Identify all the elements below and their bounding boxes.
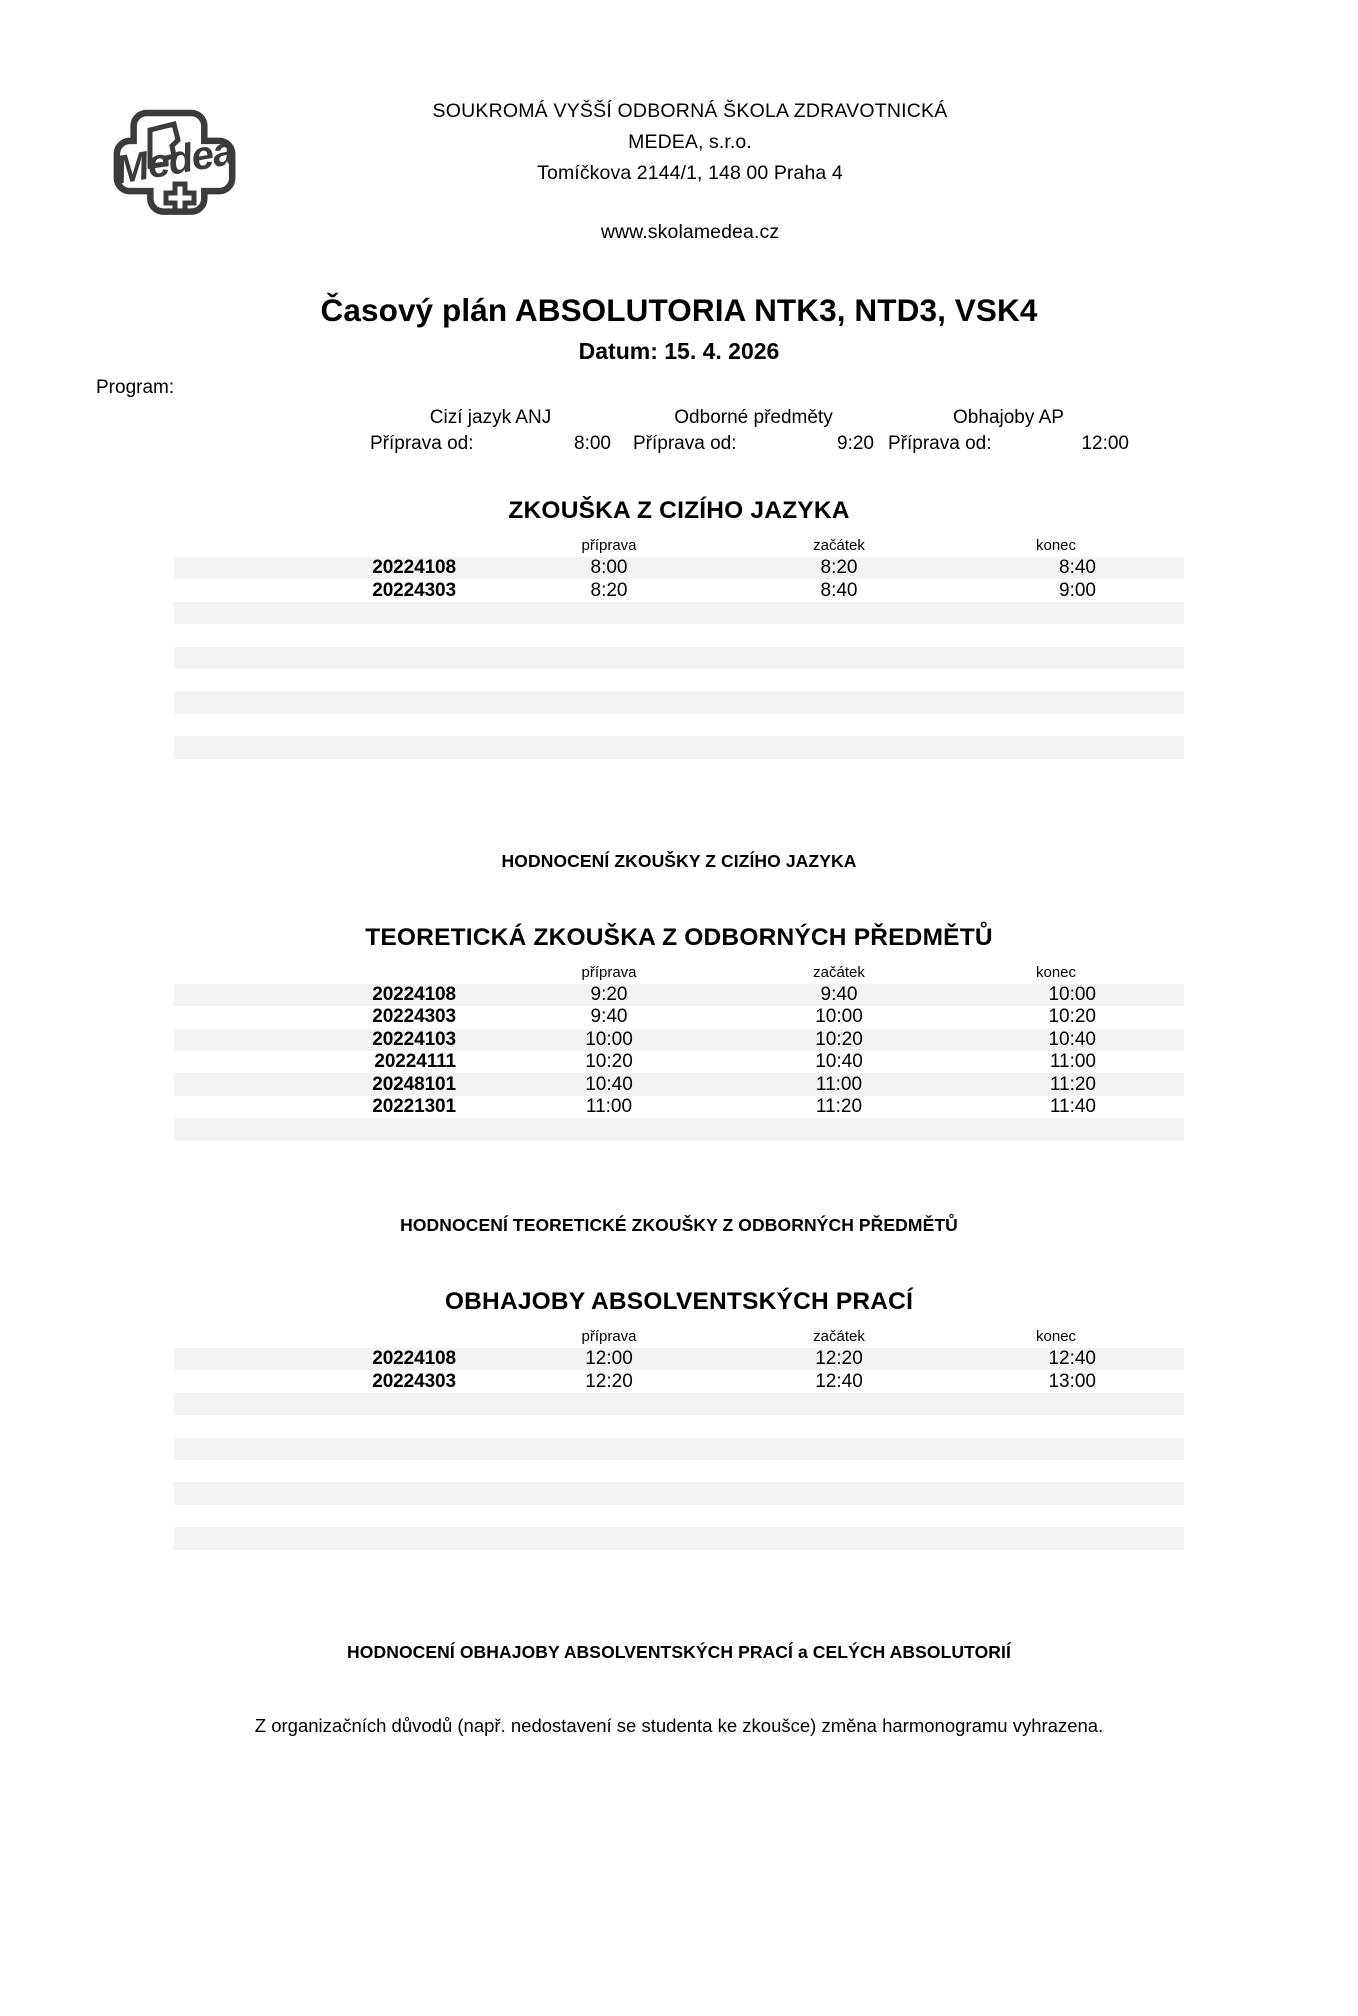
cell-id: [174, 736, 494, 758]
cell-id: [174, 759, 494, 781]
program-prep-time: 12:00: [1081, 433, 1129, 454]
cell-zacatek: [724, 602, 954, 624]
cell-id: 20224103: [174, 1029, 494, 1051]
cell-konec: 10:00: [954, 984, 1184, 1006]
cell-zacatek: [724, 691, 954, 713]
cell-zacatek: [724, 1415, 954, 1437]
cell-id: [174, 624, 494, 646]
cell-id: [174, 1141, 494, 1163]
cell-zacatek: [724, 647, 954, 669]
cell-zacatek: [724, 736, 954, 758]
schedule-table-body: [174, 1348, 1184, 1572]
cell-zacatek: [724, 624, 954, 646]
document-page: [0, 96, 1358, 2016]
cell-konec: 10:20: [954, 1006, 1184, 1028]
table-row: [174, 984, 1184, 1006]
cell-zacatek: 11:20: [724, 1096, 954, 1118]
cell-konec: [954, 1141, 1184, 1163]
cell-priprava: 10:40: [494, 1073, 724, 1095]
cell-zacatek: 8:20: [724, 557, 954, 579]
table-row: [174, 1550, 1184, 1572]
cell-priprava: [494, 1460, 724, 1482]
table-row: [174, 1348, 1184, 1370]
svg-text:Medea: Medea: [112, 128, 238, 193]
program-prep-time: 8:00: [574, 433, 611, 454]
cell-priprava: 11:00: [494, 1096, 724, 1118]
cell-priprava: 10:00: [494, 1029, 724, 1051]
cell-konec: [954, 759, 1184, 781]
program-column-anj: [368, 405, 613, 457]
cell-konec: [954, 1393, 1184, 1415]
table-row: [174, 1029, 1184, 1051]
table-row: [174, 736, 1184, 758]
cell-priprava: [494, 602, 724, 624]
column-header-priprava: příprava: [494, 962, 724, 984]
cell-id: 20224303: [174, 579, 494, 601]
school-info: [300, 96, 1080, 248]
program-column-name: Odborné předměty: [674, 407, 833, 428]
table-row: [174, 624, 1184, 646]
cell-zacatek: [724, 1141, 954, 1163]
cell-priprava: [494, 624, 724, 646]
program-column-name: Cizí jazyk ANJ: [429, 407, 552, 428]
cell-zacatek: [724, 669, 954, 691]
section-title: TEORETICKÁ ZKOUŠKA Z ODBORNÝCH PŘEDMĚTŮ: [365, 923, 993, 951]
section-footer-title: HODNOCENÍ OBHAJOBY ABSOLVENTSKÝCH PRACÍ a CELÝCH ABSOLUTORIÍ: [347, 1641, 1011, 1662]
cell-id: 20224108: [174, 557, 494, 579]
schedule-table-body: [174, 557, 1184, 781]
section-teoreticka-zkouska: [0, 924, 1358, 1236]
cell-konec: [954, 1438, 1184, 1460]
program-column-odborne: [631, 405, 876, 457]
cell-zacatek: [724, 1460, 954, 1482]
cell-konec: [954, 1415, 1184, 1437]
cell-id: [174, 1118, 494, 1140]
column-header-id: [174, 1326, 494, 1348]
schedule-table: [174, 962, 1184, 1163]
cell-priprava: 10:20: [494, 1051, 724, 1073]
schedule-table-body: [174, 984, 1184, 1163]
cell-zacatek: [724, 1550, 954, 1572]
document-header: [0, 96, 1358, 256]
program-prep-row: [368, 431, 613, 457]
cell-id: 20224303: [174, 1370, 494, 1392]
cell-id: [174, 714, 494, 736]
cell-konec: [954, 691, 1184, 713]
table-row: [174, 1393, 1184, 1415]
column-header-konec: konec: [954, 962, 1184, 984]
table-row: [174, 1438, 1184, 1460]
school-company: MEDEA, s.r.o.: [628, 131, 752, 153]
program-label: Program:: [96, 377, 175, 398]
cell-konec: 8:40: [954, 557, 1184, 579]
cell-priprava: 8:00: [494, 557, 724, 579]
cell-konec: [954, 1460, 1184, 1482]
table-row: [174, 1073, 1184, 1095]
column-header-id: [174, 962, 494, 984]
cell-priprava: 12:20: [494, 1370, 724, 1392]
footnote: Z organizačních důvodů (např. nedostavení se studenta ke zkoušce) změna harmonogramu vyhrazena.: [254, 1714, 1104, 1736]
cell-zacatek: 10:20: [724, 1029, 954, 1051]
title-block: [0, 292, 1358, 365]
program-prep-row: [886, 431, 1131, 457]
cell-konec: 9:00: [954, 579, 1184, 601]
program-prep-time: 9:20: [837, 433, 874, 454]
cell-priprava: [494, 1438, 724, 1460]
table-row: [174, 669, 1184, 691]
cell-konec: [954, 669, 1184, 691]
cell-id: [174, 1438, 494, 1460]
cell-zacatek: 12:40: [724, 1370, 954, 1392]
cell-priprava: [494, 647, 724, 669]
cell-priprava: 9:20: [494, 984, 724, 1006]
cell-zacatek: [724, 1393, 954, 1415]
cell-id: 20221301: [174, 1096, 494, 1118]
cell-id: 20224108: [174, 1348, 494, 1370]
cell-id: [174, 1505, 494, 1527]
table-row: [174, 1527, 1184, 1549]
column-header-konec: konec: [954, 535, 1184, 557]
program-prep-label: Příprava od:: [888, 433, 992, 454]
table-row: [174, 714, 1184, 736]
table-row: [174, 602, 1184, 624]
cell-id: [174, 1393, 494, 1415]
cell-priprava: [494, 1550, 724, 1572]
cell-zacatek: 10:00: [724, 1006, 954, 1028]
cell-id: [174, 602, 494, 624]
cell-priprava: [494, 714, 724, 736]
cell-zacatek: 12:20: [724, 1348, 954, 1370]
cell-id: [174, 691, 494, 713]
table-header-row: [174, 962, 1184, 984]
cell-id: [174, 1415, 494, 1437]
program-prep-label: Příprava od:: [633, 433, 737, 454]
cell-priprava: [494, 736, 724, 758]
table-row: [174, 1141, 1184, 1163]
cell-id: [174, 669, 494, 691]
table-header-row: [174, 1326, 1184, 1348]
medea-logo-icon: [112, 106, 252, 226]
cell-konec: 11:40: [954, 1096, 1184, 1118]
table-row: [174, 1482, 1184, 1504]
page-title: Časový plán ABSOLUTORIA NTK3, NTD3, VSK4: [320, 292, 1038, 328]
cell-id: 20224303: [174, 1006, 494, 1028]
cell-konec: [954, 1505, 1184, 1527]
cell-zacatek: [724, 1482, 954, 1504]
section-footer-title: HODNOCENÍ TEORETICKÉ ZKOUŠKY Z ODBORNÝCH PŘEDMĚTŮ: [400, 1215, 958, 1236]
cell-zacatek: [724, 714, 954, 736]
cell-priprava: [494, 1505, 724, 1527]
cell-konec: 10:40: [954, 1029, 1184, 1051]
cell-zacatek: [724, 1505, 954, 1527]
column-header-konec: konec: [954, 1326, 1184, 1348]
schedule-table: [174, 535, 1184, 781]
column-header-zacatek: začátek: [724, 1326, 954, 1348]
cell-priprava: 12:00: [494, 1348, 724, 1370]
column-header-zacatek: začátek: [724, 535, 954, 557]
cell-konec: 11:00: [954, 1051, 1184, 1073]
table-row: [174, 557, 1184, 579]
table-row: [174, 1415, 1184, 1437]
table-row: [174, 1051, 1184, 1073]
table-header-row: [174, 535, 1184, 557]
cell-konec: [954, 602, 1184, 624]
column-header-id: [174, 535, 494, 557]
cell-id: 20248101: [174, 1073, 494, 1095]
cell-zacatek: [724, 1527, 954, 1549]
cell-id: [174, 1460, 494, 1482]
cell-konec: 13:00: [954, 1370, 1184, 1392]
table-row: [174, 1460, 1184, 1482]
section-title: ZKOUŠKA Z CIZÍHO JAZYKA: [508, 497, 850, 524]
cell-priprava: [494, 669, 724, 691]
cell-zacatek: 8:40: [724, 579, 954, 601]
cell-id: 20224108: [174, 984, 494, 1006]
cell-konec: [954, 714, 1184, 736]
cell-id: [174, 647, 494, 669]
cell-id: [174, 1550, 494, 1572]
table-row: [174, 1505, 1184, 1527]
cell-konec: 11:20: [954, 1073, 1184, 1095]
schedule-table: [174, 1326, 1184, 1572]
program-prep-row: [631, 431, 876, 457]
school-name: SOUKROMÁ VYŠŠÍ ODBORNÁ ŠKOLA ZDRAVOTNICKÁ: [432, 100, 948, 122]
section-footer-title: HODNOCENÍ ZKOUŠKY Z CIZÍHO JAZYKA: [501, 850, 857, 871]
cell-id: [174, 1527, 494, 1549]
cell-zacatek: 9:40: [724, 984, 954, 1006]
cell-priprava: [494, 1527, 724, 1549]
cell-priprava: [494, 1482, 724, 1504]
cell-zacatek: [724, 759, 954, 781]
program-column-obhajoby: [886, 405, 1131, 457]
cell-zacatek: [724, 1118, 954, 1140]
cell-zacatek: 10:40: [724, 1051, 954, 1073]
cell-id: [174, 1482, 494, 1504]
cell-konec: [954, 1550, 1184, 1572]
cell-zacatek: [724, 1438, 954, 1460]
cell-priprava: [494, 1118, 724, 1140]
table-row: [174, 1096, 1184, 1118]
table-row: [174, 579, 1184, 601]
cell-zacatek: 11:00: [724, 1073, 954, 1095]
cell-konec: 12:40: [954, 1348, 1184, 1370]
table-row: [174, 691, 1184, 713]
table-row: [174, 1118, 1184, 1140]
column-header-zacatek: začátek: [724, 962, 954, 984]
cell-priprava: 9:40: [494, 1006, 724, 1028]
cell-priprava: [494, 1393, 724, 1415]
cell-konec: [954, 1482, 1184, 1504]
cell-priprava: [494, 1415, 724, 1437]
column-header-priprava: příprava: [494, 1326, 724, 1348]
school-address: Tomíčkova 2144/1, 148 00 Praha 4: [537, 162, 843, 184]
cell-konec: [954, 624, 1184, 646]
table-row: [174, 647, 1184, 669]
cell-priprava: [494, 1141, 724, 1163]
table-row: [174, 1370, 1184, 1392]
cell-priprava: 8:20: [494, 579, 724, 601]
cell-konec: [954, 1527, 1184, 1549]
cell-konec: [954, 1118, 1184, 1140]
page-date: Datum: 15. 4. 2026: [578, 338, 780, 364]
section-cizi-jazyk: [0, 497, 1358, 872]
cell-id: 20224111: [174, 1051, 494, 1073]
table-row: [174, 759, 1184, 781]
cell-priprava: [494, 759, 724, 781]
section-obhajoby: [0, 1288, 1358, 1663]
cell-priprava: [494, 691, 724, 713]
cell-konec: [954, 736, 1184, 758]
school-website: www.skolamedea.cz: [600, 221, 780, 243]
column-header-priprava: příprava: [494, 535, 724, 557]
table-row: [174, 1006, 1184, 1028]
program-columns: [300, 405, 1300, 457]
cell-konec: [954, 647, 1184, 669]
program-column-name: Obhajoby AP: [953, 407, 1064, 428]
section-title: OBHAJOBY ABSOLVENTSKÝCH PRACÍ: [444, 1288, 914, 1316]
program-block: [0, 377, 1358, 457]
program-prep-label: Příprava od:: [370, 433, 474, 454]
